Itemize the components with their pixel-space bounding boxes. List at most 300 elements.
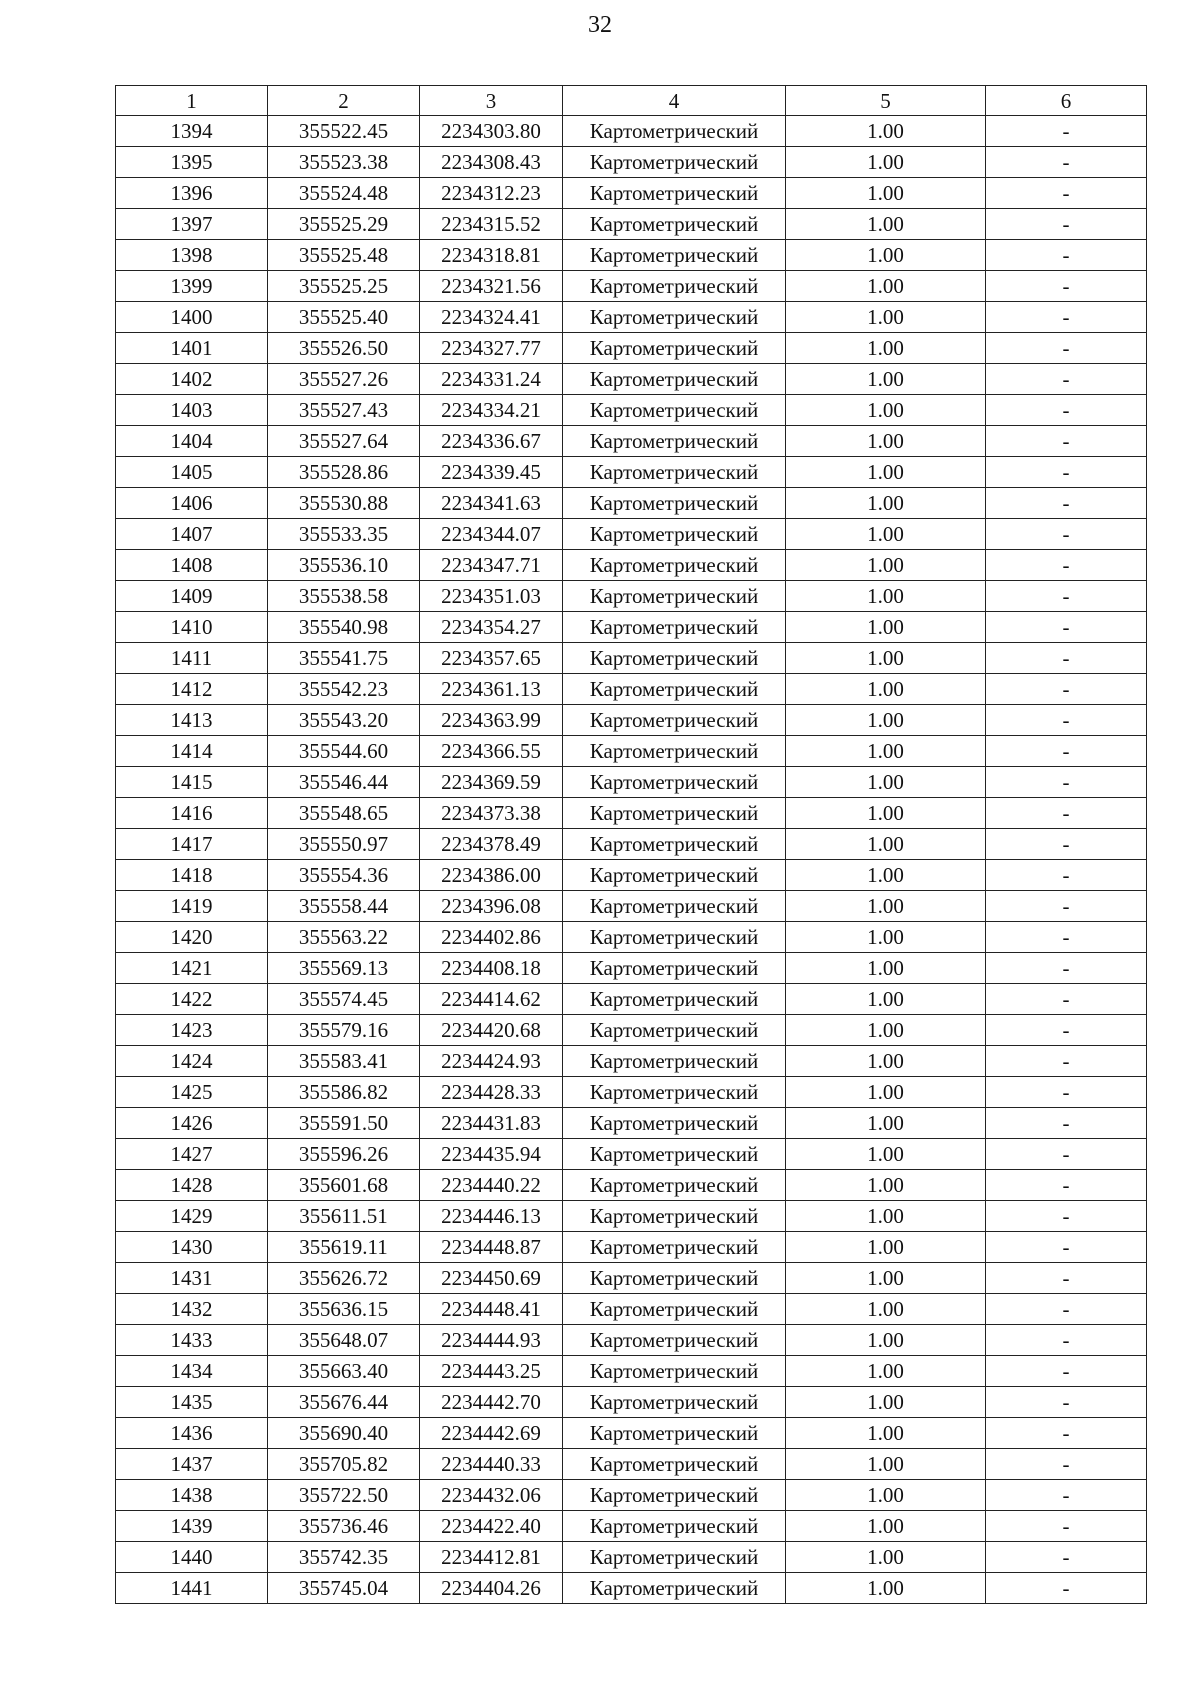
y-coordinate-cell: 2234431.83	[420, 1108, 563, 1139]
note-cell: -	[986, 147, 1147, 178]
point-number-cell: 1425	[116, 1077, 268, 1108]
y-coordinate-cell: 2234341.63	[420, 488, 563, 519]
table-row	[116, 953, 1147, 984]
accuracy-cell: 1.00	[786, 1046, 986, 1077]
method-cell: Картометрический	[563, 674, 786, 705]
method-cell: Картометрический	[563, 519, 786, 550]
note-cell: -	[986, 1387, 1147, 1418]
y-coordinate-cell: 2234442.70	[420, 1387, 563, 1418]
point-number-cell: 1427	[116, 1139, 268, 1170]
note-cell: -	[986, 1356, 1147, 1387]
table-row	[116, 426, 1147, 457]
note-cell: -	[986, 798, 1147, 829]
accuracy-cell: 1.00	[786, 1077, 986, 1108]
method-cell: Картометрический	[563, 705, 786, 736]
table-row	[116, 488, 1147, 519]
accuracy-cell: 1.00	[786, 147, 986, 178]
x-coordinate-cell: 355742.35	[268, 1542, 420, 1573]
note-cell: -	[986, 1449, 1147, 1480]
point-number-cell: 1403	[116, 395, 268, 426]
table-row	[116, 1294, 1147, 1325]
method-cell: Картометрический	[563, 1480, 786, 1511]
accuracy-cell: 1.00	[786, 395, 986, 426]
method-cell: Картометрический	[563, 240, 786, 271]
y-coordinate-cell: 2234386.00	[420, 860, 563, 891]
method-cell: Картометрический	[563, 1232, 786, 1263]
x-coordinate-cell: 355611.51	[268, 1201, 420, 1232]
point-number-cell: 1395	[116, 147, 268, 178]
x-coordinate-cell: 355524.48	[268, 178, 420, 209]
table-row	[116, 178, 1147, 209]
point-number-cell: 1441	[116, 1573, 268, 1604]
point-number-cell: 1406	[116, 488, 268, 519]
accuracy-cell: 1.00	[786, 1201, 986, 1232]
x-coordinate-cell: 355546.44	[268, 767, 420, 798]
y-coordinate-cell: 2234402.86	[420, 922, 563, 953]
note-cell: -	[986, 1201, 1147, 1232]
note-cell: -	[986, 1046, 1147, 1077]
point-number-cell: 1405	[116, 457, 268, 488]
table-row	[116, 1139, 1147, 1170]
point-number-cell: 1396	[116, 178, 268, 209]
x-coordinate-cell: 355586.82	[268, 1077, 420, 1108]
note-cell: -	[986, 426, 1147, 457]
y-coordinate-cell: 2234448.41	[420, 1294, 563, 1325]
y-coordinate-cell: 2234442.69	[420, 1418, 563, 1449]
point-number-cell: 1411	[116, 643, 268, 674]
method-cell: Картометрический	[563, 891, 786, 922]
y-coordinate-cell: 2234312.23	[420, 178, 563, 209]
table-row	[116, 612, 1147, 643]
table-row	[116, 209, 1147, 240]
method-cell: Картометрический	[563, 1387, 786, 1418]
y-coordinate-cell: 2234308.43	[420, 147, 563, 178]
accuracy-cell: 1.00	[786, 891, 986, 922]
y-coordinate-cell: 2234412.81	[420, 1542, 563, 1573]
point-number-cell: 1415	[116, 767, 268, 798]
point-number-cell: 1410	[116, 612, 268, 643]
column-header-3: 3	[420, 86, 563, 116]
x-coordinate-cell: 355528.86	[268, 457, 420, 488]
note-cell: -	[986, 550, 1147, 581]
note-cell: -	[986, 1077, 1147, 1108]
accuracy-cell: 1.00	[786, 550, 986, 581]
method-cell: Картометрический	[563, 1294, 786, 1325]
point-number-cell: 1398	[116, 240, 268, 271]
accuracy-cell: 1.00	[786, 643, 986, 674]
x-coordinate-cell: 355550.97	[268, 829, 420, 860]
x-coordinate-cell: 355583.41	[268, 1046, 420, 1077]
table-row	[116, 829, 1147, 860]
x-coordinate-cell: 355525.29	[268, 209, 420, 240]
note-cell: -	[986, 364, 1147, 395]
point-number-cell: 1400	[116, 302, 268, 333]
note-cell: -	[986, 767, 1147, 798]
method-cell: Картометрический	[563, 271, 786, 302]
x-coordinate-cell: 355527.43	[268, 395, 420, 426]
accuracy-cell: 1.00	[786, 333, 986, 364]
y-coordinate-cell: 2234344.07	[420, 519, 563, 550]
method-cell: Картометрический	[563, 1170, 786, 1201]
x-coordinate-cell: 355548.65	[268, 798, 420, 829]
accuracy-cell: 1.00	[786, 1108, 986, 1139]
accuracy-cell: 1.00	[786, 674, 986, 705]
point-number-cell: 1412	[116, 674, 268, 705]
method-cell: Картометрический	[563, 333, 786, 364]
y-coordinate-cell: 2234357.65	[420, 643, 563, 674]
accuracy-cell: 1.00	[786, 178, 986, 209]
table-row	[116, 1480, 1147, 1511]
point-number-cell: 1399	[116, 271, 268, 302]
table-row	[116, 519, 1147, 550]
y-coordinate-cell: 2234324.41	[420, 302, 563, 333]
table-row	[116, 1108, 1147, 1139]
accuracy-cell: 1.00	[786, 116, 986, 147]
method-cell: Картометрический	[563, 612, 786, 643]
table-row	[116, 922, 1147, 953]
method-cell: Картометрический	[563, 953, 786, 984]
method-cell: Картометрический	[563, 457, 786, 488]
accuracy-cell: 1.00	[786, 1232, 986, 1263]
y-coordinate-cell: 2234443.25	[420, 1356, 563, 1387]
accuracy-cell: 1.00	[786, 736, 986, 767]
note-cell: -	[986, 860, 1147, 891]
accuracy-cell: 1.00	[786, 457, 986, 488]
x-coordinate-cell: 355563.22	[268, 922, 420, 953]
note-cell: -	[986, 209, 1147, 240]
point-number-cell: 1407	[116, 519, 268, 550]
accuracy-cell: 1.00	[786, 209, 986, 240]
y-coordinate-cell: 2234339.45	[420, 457, 563, 488]
note-cell: -	[986, 1108, 1147, 1139]
x-coordinate-cell: 355541.75	[268, 643, 420, 674]
table-row	[116, 1387, 1147, 1418]
table-row	[116, 984, 1147, 1015]
note-cell: -	[986, 922, 1147, 953]
table-header	[116, 86, 1147, 116]
accuracy-cell: 1.00	[786, 488, 986, 519]
coordinates-table	[115, 85, 1147, 1604]
table-row	[116, 736, 1147, 767]
accuracy-cell: 1.00	[786, 767, 986, 798]
accuracy-cell: 1.00	[786, 1573, 986, 1604]
column-header-4: 4	[563, 86, 786, 116]
point-number-cell: 1423	[116, 1015, 268, 1046]
table-row	[116, 581, 1147, 612]
table-row	[116, 674, 1147, 705]
note-cell: -	[986, 1480, 1147, 1511]
y-coordinate-cell: 2234408.18	[420, 953, 563, 984]
note-cell: -	[986, 240, 1147, 271]
table-row	[116, 1077, 1147, 1108]
accuracy-cell: 1.00	[786, 922, 986, 953]
point-number-cell: 1430	[116, 1232, 268, 1263]
x-coordinate-cell: 355525.25	[268, 271, 420, 302]
table-row	[116, 798, 1147, 829]
accuracy-cell: 1.00	[786, 1387, 986, 1418]
method-cell: Картометрический	[563, 860, 786, 891]
y-coordinate-cell: 2234347.71	[420, 550, 563, 581]
table-row	[116, 364, 1147, 395]
x-coordinate-cell: 355530.88	[268, 488, 420, 519]
note-cell: -	[986, 581, 1147, 612]
method-cell: Картометрический	[563, 147, 786, 178]
x-coordinate-cell: 355690.40	[268, 1418, 420, 1449]
method-cell: Картометрический	[563, 767, 786, 798]
method-cell: Картометрический	[563, 829, 786, 860]
method-cell: Картометрический	[563, 364, 786, 395]
x-coordinate-cell: 355543.20	[268, 705, 420, 736]
note-cell: -	[986, 984, 1147, 1015]
point-number-cell: 1422	[116, 984, 268, 1015]
note-cell: -	[986, 953, 1147, 984]
x-coordinate-cell: 355527.64	[268, 426, 420, 457]
accuracy-cell: 1.00	[786, 705, 986, 736]
method-cell: Картометрический	[563, 581, 786, 612]
note-cell: -	[986, 457, 1147, 488]
table-row	[116, 1015, 1147, 1046]
point-number-cell: 1402	[116, 364, 268, 395]
y-coordinate-cell: 2234363.99	[420, 705, 563, 736]
accuracy-cell: 1.00	[786, 1294, 986, 1325]
point-number-cell: 1437	[116, 1449, 268, 1480]
x-coordinate-cell: 355527.26	[268, 364, 420, 395]
y-coordinate-cell: 2234378.49	[420, 829, 563, 860]
accuracy-cell: 1.00	[786, 581, 986, 612]
accuracy-cell: 1.00	[786, 1542, 986, 1573]
method-cell: Картометрический	[563, 1325, 786, 1356]
y-coordinate-cell: 2234334.21	[420, 395, 563, 426]
x-coordinate-cell: 355523.38	[268, 147, 420, 178]
accuracy-cell: 1.00	[786, 271, 986, 302]
x-coordinate-cell: 355554.36	[268, 860, 420, 891]
note-cell: -	[986, 1015, 1147, 1046]
y-coordinate-cell: 2234450.69	[420, 1263, 563, 1294]
x-coordinate-cell: 355525.48	[268, 240, 420, 271]
table-row	[116, 1418, 1147, 1449]
table-row	[116, 116, 1147, 147]
note-cell: -	[986, 1263, 1147, 1294]
note-cell: -	[986, 1325, 1147, 1356]
method-cell: Картометрический	[563, 395, 786, 426]
x-coordinate-cell: 355619.11	[268, 1232, 420, 1263]
method-cell: Картометрический	[563, 1418, 786, 1449]
method-cell: Картометрический	[563, 736, 786, 767]
table-row	[116, 1449, 1147, 1480]
note-cell: -	[986, 395, 1147, 426]
x-coordinate-cell: 355745.04	[268, 1573, 420, 1604]
note-cell: -	[986, 643, 1147, 674]
x-coordinate-cell: 355522.45	[268, 116, 420, 147]
point-number-cell: 1439	[116, 1511, 268, 1542]
x-coordinate-cell: 355542.23	[268, 674, 420, 705]
method-cell: Картометрический	[563, 426, 786, 457]
accuracy-cell: 1.00	[786, 953, 986, 984]
x-coordinate-cell: 355626.72	[268, 1263, 420, 1294]
y-coordinate-cell: 2234422.40	[420, 1511, 563, 1542]
accuracy-cell: 1.00	[786, 1015, 986, 1046]
x-coordinate-cell: 355558.44	[268, 891, 420, 922]
note-cell: -	[986, 1170, 1147, 1201]
method-cell: Картометрический	[563, 1108, 786, 1139]
point-number-cell: 1440	[116, 1542, 268, 1573]
point-number-cell: 1428	[116, 1170, 268, 1201]
table-row	[116, 643, 1147, 674]
method-cell: Картометрический	[563, 984, 786, 1015]
table-row	[116, 1325, 1147, 1356]
method-cell: Картометрический	[563, 1356, 786, 1387]
accuracy-cell: 1.00	[786, 860, 986, 891]
table-row	[116, 1542, 1147, 1573]
point-number-cell: 1432	[116, 1294, 268, 1325]
y-coordinate-cell: 2234327.77	[420, 333, 563, 364]
y-coordinate-cell: 2234336.67	[420, 426, 563, 457]
y-coordinate-cell: 2234331.24	[420, 364, 563, 395]
y-coordinate-cell: 2234361.13	[420, 674, 563, 705]
table-row	[116, 240, 1147, 271]
point-number-cell: 1431	[116, 1263, 268, 1294]
note-cell: -	[986, 1511, 1147, 1542]
point-number-cell: 1419	[116, 891, 268, 922]
point-number-cell: 1394	[116, 116, 268, 147]
table-row	[116, 333, 1147, 364]
point-number-cell: 1424	[116, 1046, 268, 1077]
y-coordinate-cell: 2234315.52	[420, 209, 563, 240]
table-row	[116, 1263, 1147, 1294]
accuracy-cell: 1.00	[786, 829, 986, 860]
note-cell: -	[986, 271, 1147, 302]
point-number-cell: 1421	[116, 953, 268, 984]
x-coordinate-cell: 355538.58	[268, 581, 420, 612]
point-number-cell: 1397	[116, 209, 268, 240]
point-number-cell: 1409	[116, 581, 268, 612]
note-cell: -	[986, 116, 1147, 147]
accuracy-cell: 1.00	[786, 1356, 986, 1387]
note-cell: -	[986, 1294, 1147, 1325]
method-cell: Картометрический	[563, 302, 786, 333]
x-coordinate-cell: 355636.15	[268, 1294, 420, 1325]
note-cell: -	[986, 705, 1147, 736]
column-header-6: 6	[986, 86, 1147, 116]
table-row	[116, 705, 1147, 736]
method-cell: Картометрический	[563, 1573, 786, 1604]
accuracy-cell: 1.00	[786, 1170, 986, 1201]
x-coordinate-cell: 355663.40	[268, 1356, 420, 1387]
accuracy-cell: 1.00	[786, 612, 986, 643]
note-cell: -	[986, 178, 1147, 209]
accuracy-cell: 1.00	[786, 1263, 986, 1294]
note-cell: -	[986, 302, 1147, 333]
x-coordinate-cell: 355601.68	[268, 1170, 420, 1201]
x-coordinate-cell: 355705.82	[268, 1449, 420, 1480]
column-header-2: 2	[268, 86, 420, 116]
note-cell: -	[986, 891, 1147, 922]
y-coordinate-cell: 2234354.27	[420, 612, 563, 643]
table-row	[116, 1170, 1147, 1201]
x-coordinate-cell: 355526.50	[268, 333, 420, 364]
table-row	[116, 1573, 1147, 1604]
y-coordinate-cell: 2234369.59	[420, 767, 563, 798]
method-cell: Картометрический	[563, 1263, 786, 1294]
point-number-cell: 1435	[116, 1387, 268, 1418]
method-cell: Картометрический	[563, 798, 786, 829]
table-row	[116, 1511, 1147, 1542]
accuracy-cell: 1.00	[786, 302, 986, 333]
point-number-cell: 1404	[116, 426, 268, 457]
y-coordinate-cell: 2234366.55	[420, 736, 563, 767]
y-coordinate-cell: 2234318.81	[420, 240, 563, 271]
y-coordinate-cell: 2234440.33	[420, 1449, 563, 1480]
x-coordinate-cell: 355591.50	[268, 1108, 420, 1139]
method-cell: Картометрический	[563, 178, 786, 209]
y-coordinate-cell: 2234351.03	[420, 581, 563, 612]
method-cell: Картометрический	[563, 1139, 786, 1170]
y-coordinate-cell: 2234432.06	[420, 1480, 563, 1511]
y-coordinate-cell: 2234444.93	[420, 1325, 563, 1356]
point-number-cell: 1408	[116, 550, 268, 581]
table-row	[116, 1232, 1147, 1263]
x-coordinate-cell: 355536.10	[268, 550, 420, 581]
method-cell: Картометрический	[563, 116, 786, 147]
note-cell: -	[986, 612, 1147, 643]
y-coordinate-cell: 2234428.33	[420, 1077, 563, 1108]
note-cell: -	[986, 488, 1147, 519]
table-body	[116, 116, 1147, 1604]
x-coordinate-cell: 355736.46	[268, 1511, 420, 1542]
table-row	[116, 271, 1147, 302]
point-number-cell: 1438	[116, 1480, 268, 1511]
method-cell: Картометрический	[563, 643, 786, 674]
y-coordinate-cell: 2234440.22	[420, 1170, 563, 1201]
accuracy-cell: 1.00	[786, 1139, 986, 1170]
x-coordinate-cell: 355574.45	[268, 984, 420, 1015]
note-cell: -	[986, 674, 1147, 705]
x-coordinate-cell: 355676.44	[268, 1387, 420, 1418]
method-cell: Картометрический	[563, 1542, 786, 1573]
note-cell: -	[986, 333, 1147, 364]
point-number-cell: 1414	[116, 736, 268, 767]
y-coordinate-cell: 2234321.56	[420, 271, 563, 302]
point-number-cell: 1420	[116, 922, 268, 953]
y-coordinate-cell: 2234446.13	[420, 1201, 563, 1232]
column-header-1: 1	[116, 86, 268, 116]
table-row	[116, 395, 1147, 426]
method-cell: Картометрический	[563, 1015, 786, 1046]
method-cell: Картометрический	[563, 1449, 786, 1480]
x-coordinate-cell: 355540.98	[268, 612, 420, 643]
accuracy-cell: 1.00	[786, 240, 986, 271]
method-cell: Картометрический	[563, 488, 786, 519]
method-cell: Картометрический	[563, 922, 786, 953]
point-number-cell: 1417	[116, 829, 268, 860]
x-coordinate-cell: 355648.07	[268, 1325, 420, 1356]
note-cell: -	[986, 1232, 1147, 1263]
table-row	[116, 302, 1147, 333]
method-cell: Картометрический	[563, 209, 786, 240]
point-number-cell: 1429	[116, 1201, 268, 1232]
table-row	[116, 1201, 1147, 1232]
note-cell: -	[986, 829, 1147, 860]
x-coordinate-cell: 355579.16	[268, 1015, 420, 1046]
table-row	[116, 457, 1147, 488]
table-row	[116, 1046, 1147, 1077]
y-coordinate-cell: 2234396.08	[420, 891, 563, 922]
accuracy-cell: 1.00	[786, 426, 986, 457]
point-number-cell: 1426	[116, 1108, 268, 1139]
x-coordinate-cell: 355525.40	[268, 302, 420, 333]
point-number-cell: 1416	[116, 798, 268, 829]
page-number: 32	[588, 12, 612, 38]
